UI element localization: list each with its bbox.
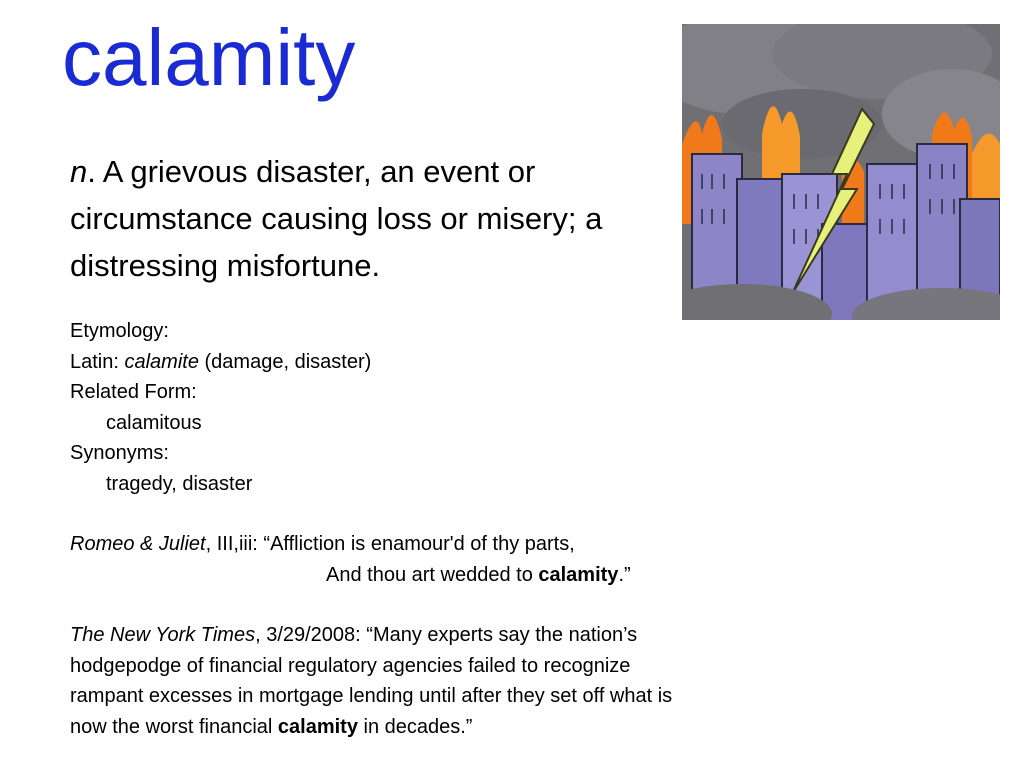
quote-nyt-line2: hodgepodge of financial regulatory agencies failed to recognize xyxy=(70,654,631,677)
quote-romeo-keyword: calamity xyxy=(538,563,619,586)
quote-nyt-line3: rampant excesses in mortgage lending until after they set off what is xyxy=(70,685,673,707)
quote-romeo-line2-prefix: And thou art wedded to xyxy=(326,563,539,586)
part-of-speech: n xyxy=(70,154,88,189)
spacer xyxy=(70,499,870,529)
word-details xyxy=(70,316,870,742)
etymology-label: Etymology: xyxy=(70,320,169,342)
latin-meaning: (damage, disaster) xyxy=(198,350,372,373)
quote-nyt-line4 xyxy=(70,712,870,743)
latin-word: calamite xyxy=(124,350,199,373)
quote-romeo-ref: , III,iii: “Affliction is enamour'd of thy parts, xyxy=(205,533,575,555)
quote-nyt-source: The New York Times xyxy=(70,624,256,646)
quote-romeo-line1 xyxy=(70,529,870,560)
latin-prefix: Latin: xyxy=(70,350,125,373)
synonyms-label: Synonyms: xyxy=(70,442,169,464)
quote-nyt-intro: , 3/29/2008: “Many experts say the nation’s xyxy=(255,624,638,646)
synonyms-value: tragedy, disaster xyxy=(106,472,253,495)
page-title: calamity xyxy=(62,13,356,102)
quote-nyt-keyword: calamity xyxy=(277,715,358,738)
burning-city-lightning-icon xyxy=(682,24,1000,320)
etymology-latin xyxy=(70,347,870,378)
related-form-label: Related Form: xyxy=(70,381,197,403)
related-form-value: calamitous xyxy=(106,411,202,434)
quote-nyt-line4-prefix: now the worst financial xyxy=(70,715,278,738)
spacer xyxy=(70,590,870,620)
quote-romeo-line2-suffix: .” xyxy=(618,563,631,586)
quote-nyt-line4-suffix: in decades.” xyxy=(357,715,473,738)
quote-nyt-line1 xyxy=(70,620,870,651)
quote-romeo-source: Romeo & Juliet xyxy=(70,533,206,555)
quote-romeo-line2 xyxy=(70,560,870,591)
definition-text: . A grievous disaster, an event or circumstance causing loss or misery; a distressing misfortune. xyxy=(70,154,603,283)
definition xyxy=(70,148,670,289)
